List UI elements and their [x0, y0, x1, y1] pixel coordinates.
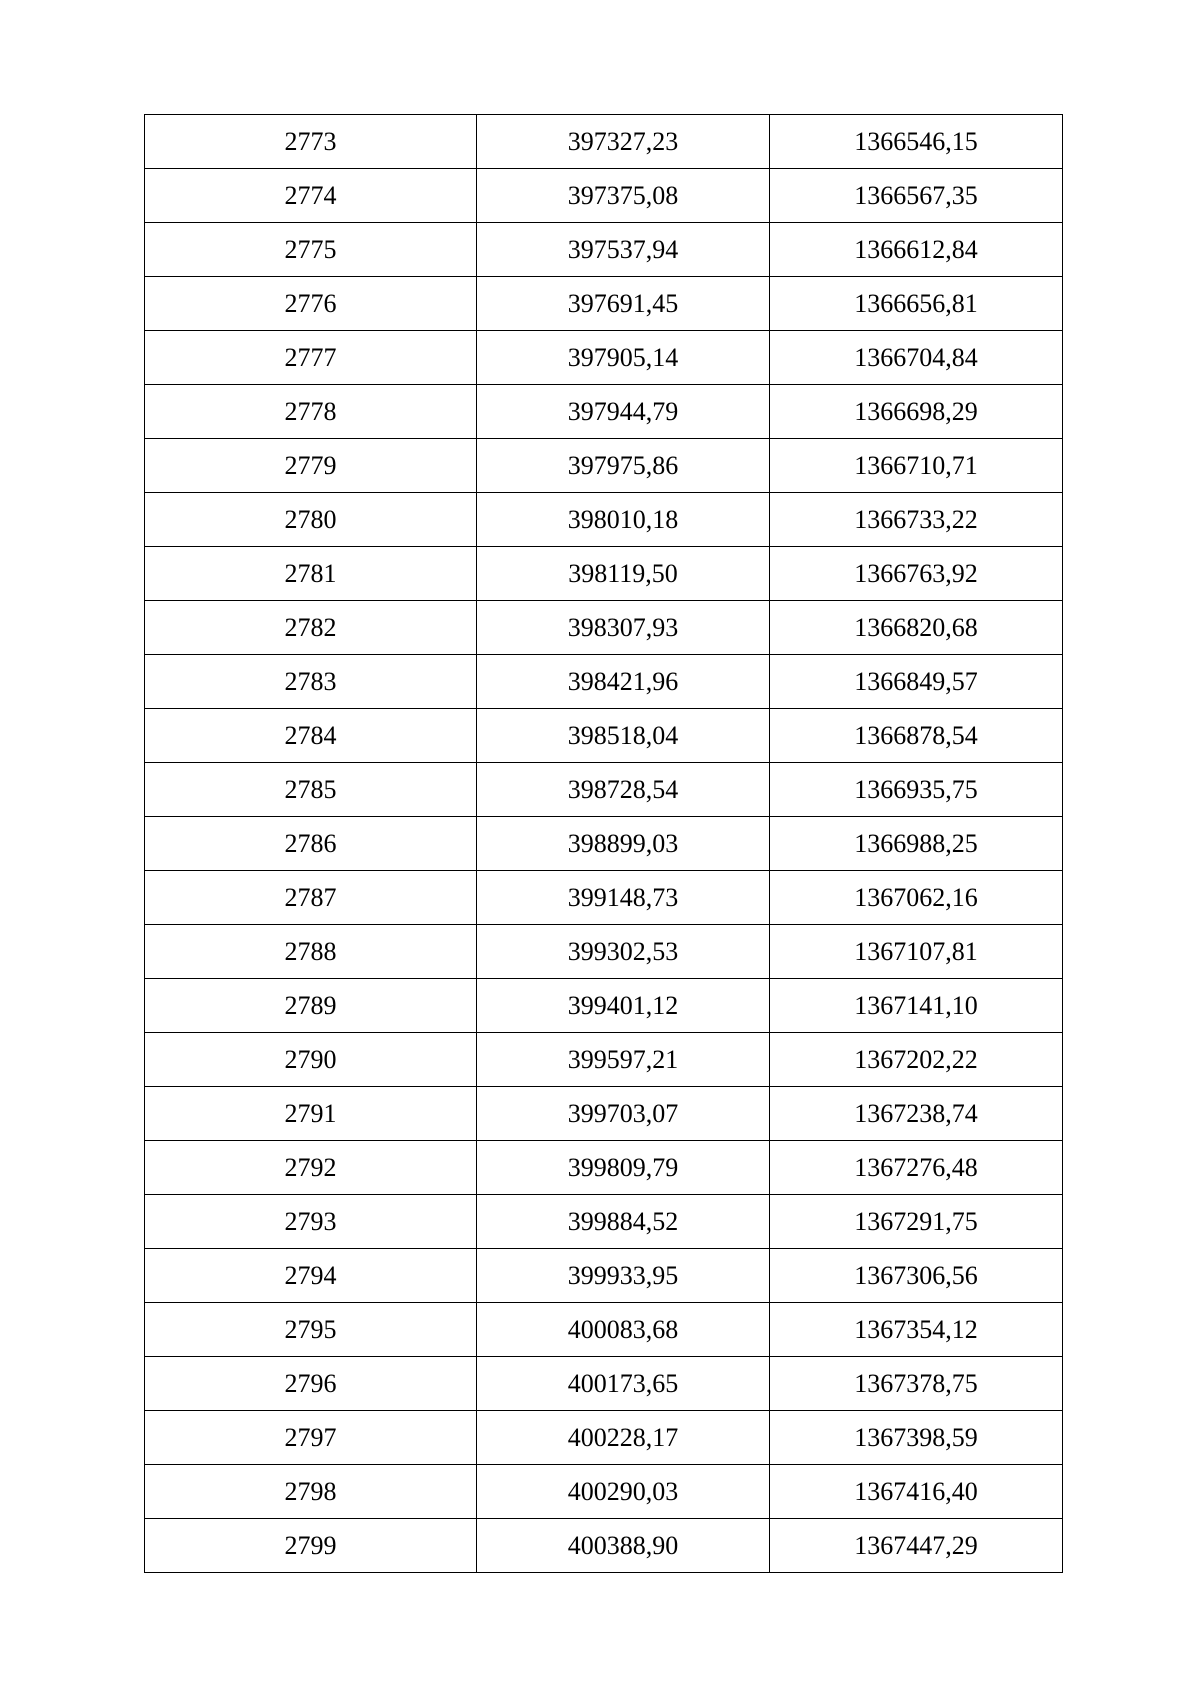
y-coordinate-cell: 1366612,84	[770, 223, 1063, 277]
x-coordinate-cell: 399809,79	[477, 1141, 770, 1195]
x-coordinate-cell: 397537,94	[477, 223, 770, 277]
y-coordinate-cell: 1366733,22	[770, 493, 1063, 547]
y-coordinate-cell: 1366546,15	[770, 115, 1063, 169]
x-coordinate-cell: 399302,53	[477, 925, 770, 979]
table-row	[145, 439, 1063, 493]
point-number-cell: 2788	[145, 925, 477, 979]
point-number-cell: 2785	[145, 763, 477, 817]
y-coordinate-cell: 1366763,92	[770, 547, 1063, 601]
point-number-cell: 2791	[145, 1087, 477, 1141]
point-number-cell: 2777	[145, 331, 477, 385]
x-coordinate-cell: 398119,50	[477, 547, 770, 601]
y-coordinate-cell: 1366710,71	[770, 439, 1063, 493]
y-coordinate-cell: 1366988,25	[770, 817, 1063, 871]
table-row	[145, 817, 1063, 871]
coordinates-table	[144, 114, 1063, 1573]
x-coordinate-cell: 399884,52	[477, 1195, 770, 1249]
point-number-cell: 2798	[145, 1465, 477, 1519]
y-coordinate-cell: 1367291,75	[770, 1195, 1063, 1249]
table-row	[145, 277, 1063, 331]
point-number-cell: 2790	[145, 1033, 477, 1087]
y-coordinate-cell: 1367238,74	[770, 1087, 1063, 1141]
y-coordinate-cell: 1367141,10	[770, 979, 1063, 1033]
point-number-cell: 2774	[145, 169, 477, 223]
point-number-cell: 2779	[145, 439, 477, 493]
x-coordinate-cell: 397905,14	[477, 331, 770, 385]
x-coordinate-cell: 398421,96	[477, 655, 770, 709]
x-coordinate-cell: 397975,86	[477, 439, 770, 493]
table-row	[145, 115, 1063, 169]
point-number-cell: 2780	[145, 493, 477, 547]
x-coordinate-cell: 399933,95	[477, 1249, 770, 1303]
table-row	[145, 169, 1063, 223]
table-row	[145, 1033, 1063, 1087]
table-row	[145, 1195, 1063, 1249]
x-coordinate-cell: 397375,08	[477, 169, 770, 223]
table-row	[145, 547, 1063, 601]
point-number-cell: 2796	[145, 1357, 477, 1411]
table-row	[145, 871, 1063, 925]
y-coordinate-cell: 1367354,12	[770, 1303, 1063, 1357]
x-coordinate-cell: 398307,93	[477, 601, 770, 655]
point-number-cell: 2789	[145, 979, 477, 1033]
table-row	[145, 385, 1063, 439]
point-number-cell: 2794	[145, 1249, 477, 1303]
table-row	[145, 1249, 1063, 1303]
table-row	[145, 763, 1063, 817]
x-coordinate-cell: 400388,90	[477, 1519, 770, 1573]
point-number-cell: 2773	[145, 115, 477, 169]
table-row	[145, 1087, 1063, 1141]
y-coordinate-cell: 1367276,48	[770, 1141, 1063, 1195]
x-coordinate-cell: 399401,12	[477, 979, 770, 1033]
x-coordinate-cell: 400173,65	[477, 1357, 770, 1411]
x-coordinate-cell: 400290,03	[477, 1465, 770, 1519]
point-number-cell: 2776	[145, 277, 477, 331]
x-coordinate-cell: 400228,17	[477, 1411, 770, 1465]
y-coordinate-cell: 1366698,29	[770, 385, 1063, 439]
point-number-cell: 2799	[145, 1519, 477, 1573]
y-coordinate-cell: 1366820,68	[770, 601, 1063, 655]
x-coordinate-cell: 399703,07	[477, 1087, 770, 1141]
table-row	[145, 1357, 1063, 1411]
point-number-cell: 2797	[145, 1411, 477, 1465]
table-row	[145, 979, 1063, 1033]
table-row	[145, 601, 1063, 655]
y-coordinate-cell: 1366656,81	[770, 277, 1063, 331]
point-number-cell: 2781	[145, 547, 477, 601]
point-number-cell: 2787	[145, 871, 477, 925]
x-coordinate-cell: 397327,23	[477, 115, 770, 169]
y-coordinate-cell: 1367107,81	[770, 925, 1063, 979]
table-row	[145, 1519, 1063, 1573]
y-coordinate-cell: 1367416,40	[770, 1465, 1063, 1519]
table-row	[145, 1465, 1063, 1519]
point-number-cell: 2786	[145, 817, 477, 871]
y-coordinate-cell: 1366704,84	[770, 331, 1063, 385]
point-number-cell: 2784	[145, 709, 477, 763]
table-row	[145, 1141, 1063, 1195]
table-row	[145, 709, 1063, 763]
x-coordinate-cell: 397691,45	[477, 277, 770, 331]
y-coordinate-cell: 1367378,75	[770, 1357, 1063, 1411]
point-number-cell: 2793	[145, 1195, 477, 1249]
coordinates-table-body	[145, 115, 1063, 1573]
x-coordinate-cell: 399148,73	[477, 871, 770, 925]
x-coordinate-cell: 397944,79	[477, 385, 770, 439]
table-row	[145, 331, 1063, 385]
table-row	[145, 1411, 1063, 1465]
table-row	[145, 223, 1063, 277]
table-row	[145, 493, 1063, 547]
y-coordinate-cell: 1366878,54	[770, 709, 1063, 763]
point-number-cell: 2782	[145, 601, 477, 655]
x-coordinate-cell: 398899,03	[477, 817, 770, 871]
table-row	[145, 925, 1063, 979]
point-number-cell: 2795	[145, 1303, 477, 1357]
y-coordinate-cell: 1367062,16	[770, 871, 1063, 925]
x-coordinate-cell: 398010,18	[477, 493, 770, 547]
y-coordinate-cell: 1367447,29	[770, 1519, 1063, 1573]
x-coordinate-cell: 398518,04	[477, 709, 770, 763]
table-row	[145, 1303, 1063, 1357]
x-coordinate-cell: 400083,68	[477, 1303, 770, 1357]
point-number-cell: 2783	[145, 655, 477, 709]
x-coordinate-cell: 399597,21	[477, 1033, 770, 1087]
point-number-cell: 2778	[145, 385, 477, 439]
point-number-cell: 2792	[145, 1141, 477, 1195]
y-coordinate-cell: 1366935,75	[770, 763, 1063, 817]
y-coordinate-cell: 1366849,57	[770, 655, 1063, 709]
table-row	[145, 655, 1063, 709]
x-coordinate-cell: 398728,54	[477, 763, 770, 817]
point-number-cell: 2775	[145, 223, 477, 277]
y-coordinate-cell: 1366567,35	[770, 169, 1063, 223]
y-coordinate-cell: 1367306,56	[770, 1249, 1063, 1303]
y-coordinate-cell: 1367398,59	[770, 1411, 1063, 1465]
y-coordinate-cell: 1367202,22	[770, 1033, 1063, 1087]
